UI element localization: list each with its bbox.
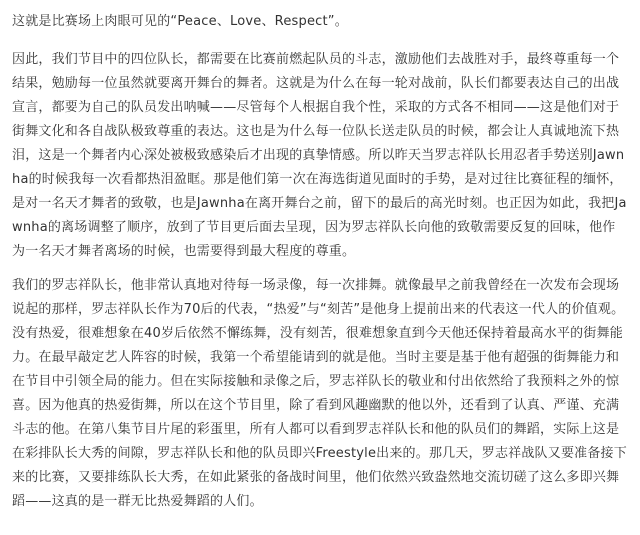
luo-zhixiang-paragraph: 我们的罗志祥队长，他非常认真地对待每一场录像，每一次排舞。就像最早之前我曾经在一次发布会现场说起的那样，罗志祥队长作为70后的代表，“热爱”与“刻苦”是他身上提前出来的代表这一代人的价值观。没有热爱，很难想象在40岁后依然不懈练舞，没有刻苦，很难想象直到今天他还保持着最高水平的街舞能力。在最早敲定艺人阵容的时候，我第一个希望能请到的就是他。当时主要是基于他有超强的街舞能力和在节目中引领全局的能力。但在实际接触和录像之后，罗志祥队长的敬业和付出依然给了我预料之外的惊喜。因为他真的热爱街舞，所以在这个节目里，除了看到风趣幽默的他以外，还看到了认真、严谨、充满斗志的他。在第八集节目片尾的彩蛋里，所有人都可以看到罗志祥队长和他的队员们的舞蹈，实际上这是在彩排队长大秀的间隙，罗志祥队长和他的队员即兴Freestyle出来的。那几天，罗志祥战队又要准备接下来的比赛，又要排练队长大秀，在如此紧张的备战时间里，他们依然兴致盎然地交流切磋了这么多即兴舞蹈——这真的是一群无比热爱舞蹈的人们。 [12,278,627,509]
captains-paragraph: 因此，我们节目中的四位队长，都需要在比赛前燃起队员的斗志，激励他们去战胜对手，最终尊重每一个结果，勉励每一位虽然就要离开舞台的舞者。这就是为什么在每一轮对战前，队长们都要表达自己的出战宣言，都要为自己的队员发出呐喊——尽管每个人根据自我个性，采取的方式各不相同——这是他们对于街舞文化和各自战队极致尊重的表达。这也是为什么每一位队长送走队员的时候，都会让人真诚地流下热泪，这是一个舞者内心深处被极致感染后才出现的真挚情感。所以昨天当罗志祥队长用忍者手势送别Jawnha的时候我每一次看都热泪盈眶。那是他们第一次在海选街道见面时的手势，是对过往比赛征程的缅怀，是对一名天才舞者的致敬，也是Jawnha在离开舞台之前，留下的最后的高光时刻。也正因为如此，我把Jawnha的离场调整了顺序，放到了节目更后面去呈现，因为罗志祥队长向他的致敬需要反复的回味，他作为一名天才舞者离场的时候，也需要得到最大程度的尊重。 [12,52,627,259]
intro-paragraph: 这就是比赛场上肉眼可见的“Peace、Love、Respect”。 [12,14,348,29]
